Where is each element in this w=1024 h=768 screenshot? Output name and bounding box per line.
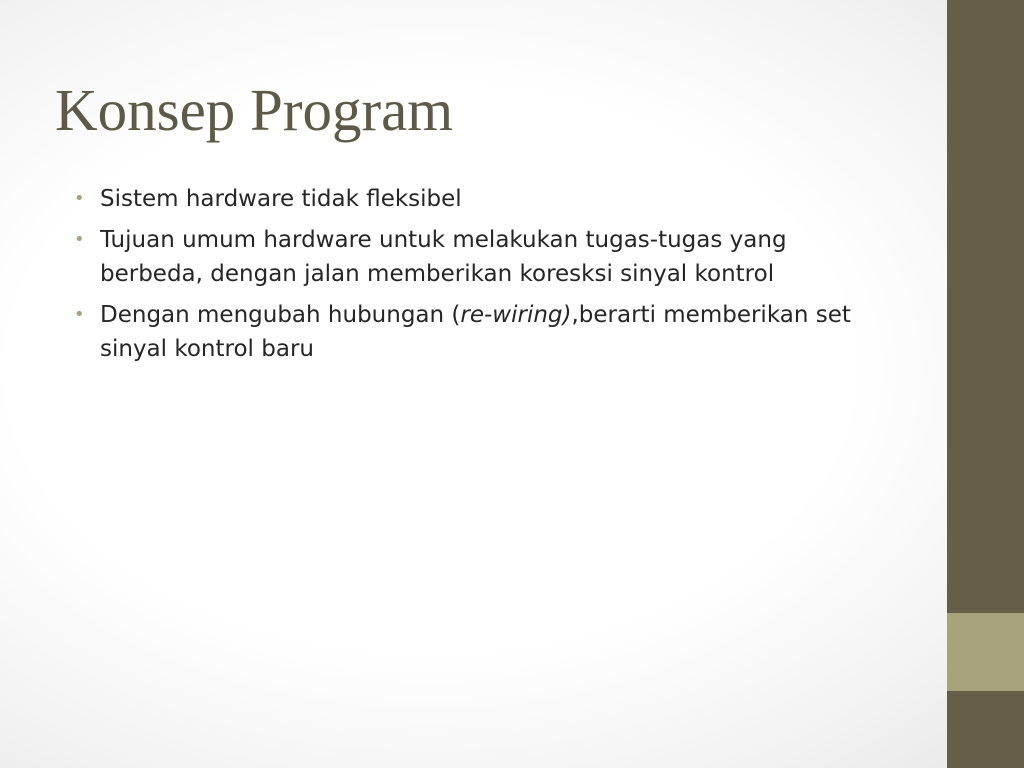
bullet-item [74,182,884,216]
slide-title: Konsep Program [55,77,454,143]
side-accent-decoration [947,613,1024,691]
bullet-text-italic: re-wiring) [460,302,572,328]
bullet-icon: • [74,304,85,325]
bullet-text: Sistem hardware tidak fleksibel [100,186,462,212]
bullet-list [74,182,884,373]
bullet-item [74,223,884,291]
bullet-text: Tujuan umum hardware untuk melakukan tugas-tugas yang berbeda, dengan jalan memberikan koresksi sinyal kontrol [100,227,787,287]
bullet-icon: • [74,188,85,209]
bullet-item [74,298,884,366]
bullet-text-part: ,berarti memberikan set sinyal kontrol baru [100,302,851,362]
bullet-text-part: Dengan mengubah hubungan ( [100,302,461,328]
bullet-icon: • [74,229,85,250]
